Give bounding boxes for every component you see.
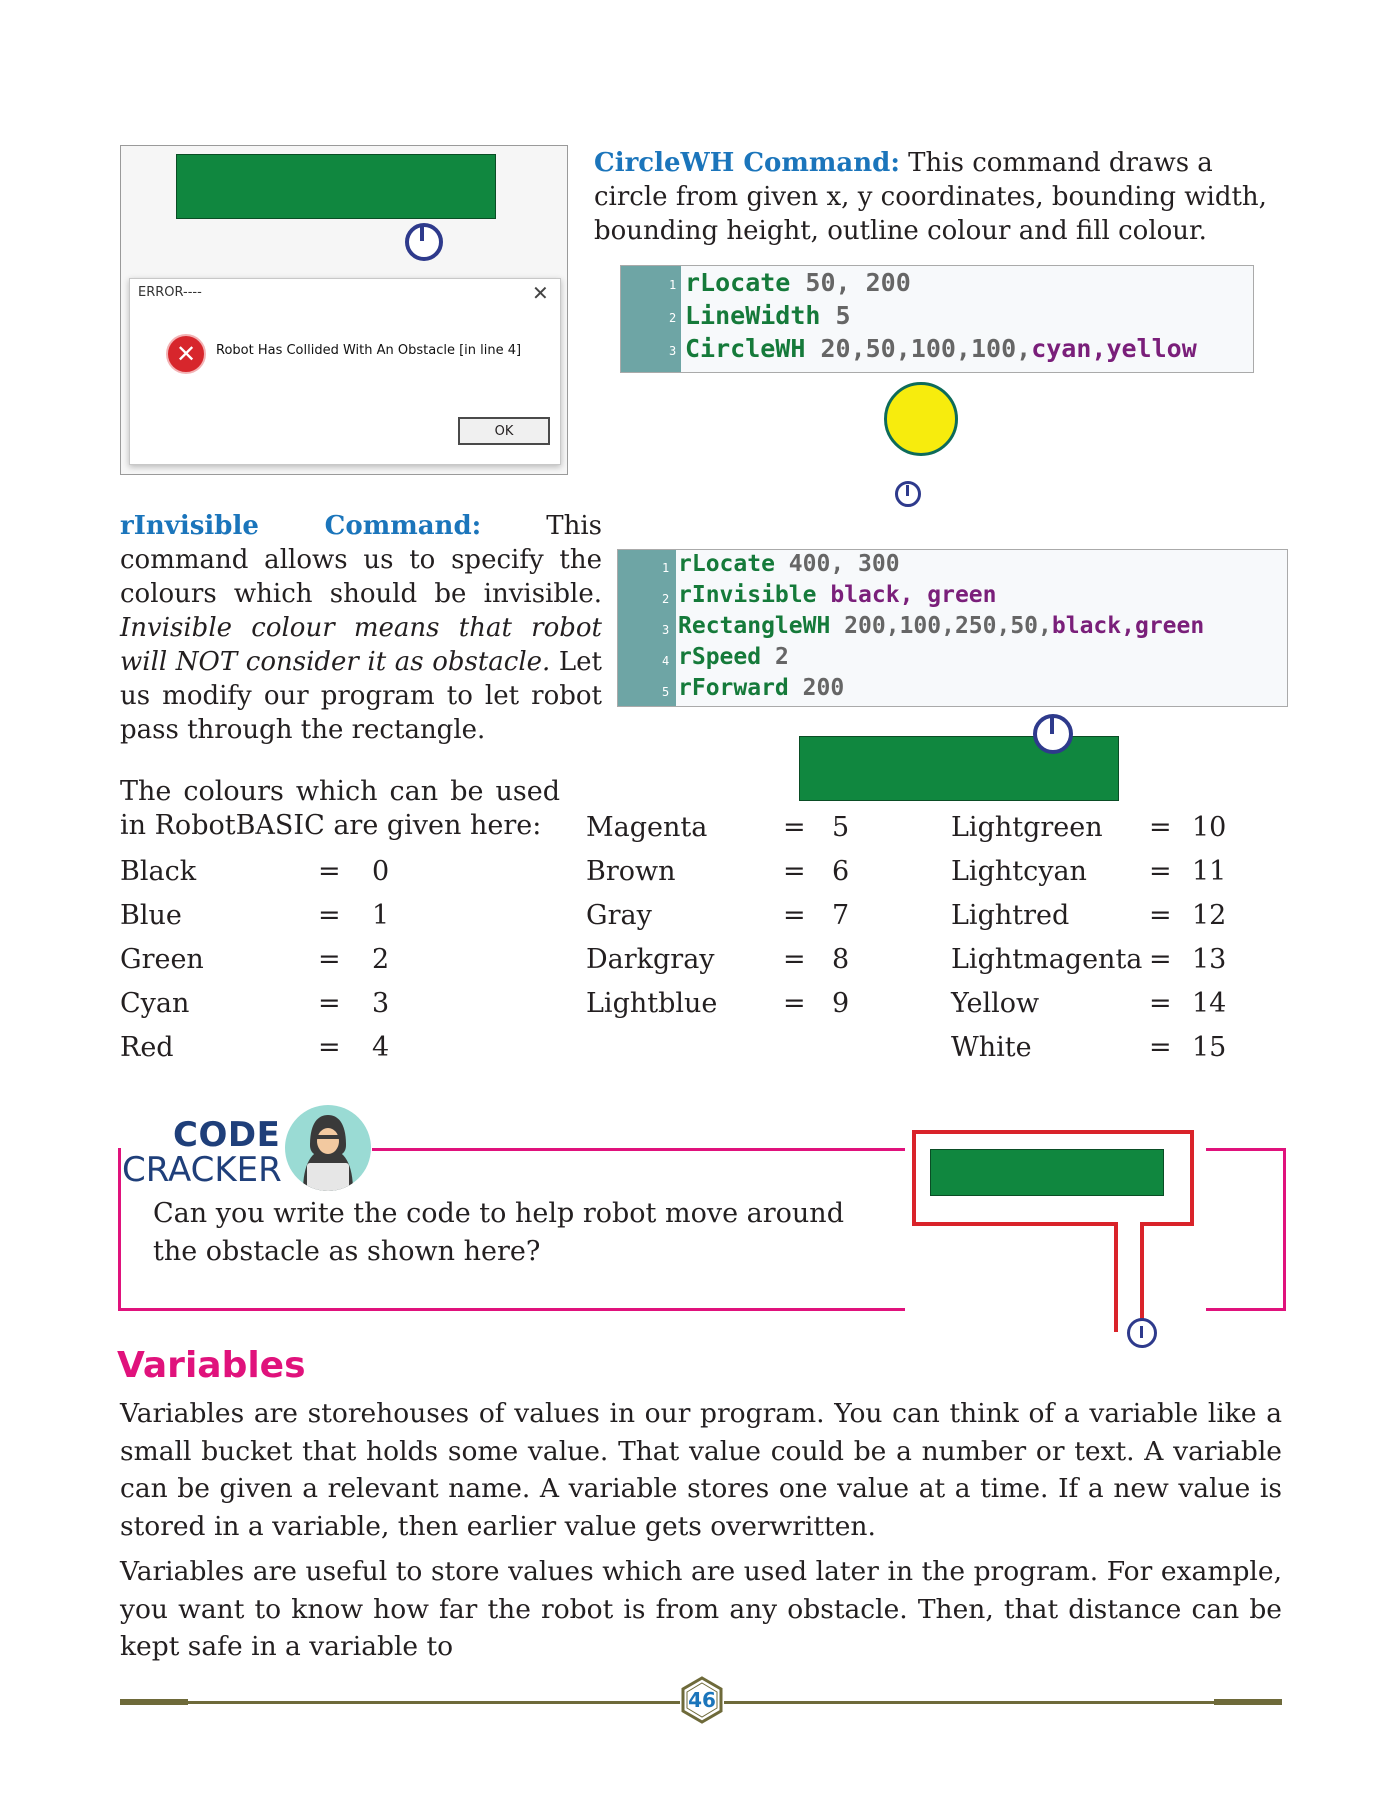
colour-name: Magenta — [586, 812, 708, 843]
equals-sign: = — [318, 900, 341, 931]
colour-name: Lightmagenta — [951, 944, 1143, 975]
equals-sign: = — [318, 944, 341, 975]
line-number: 2 — [662, 592, 670, 606]
equals-sign: = — [1149, 988, 1172, 1019]
code-token: rForward — [678, 675, 803, 701]
line-number: 1 — [662, 561, 670, 575]
path-line — [912, 1222, 1118, 1226]
footer-rule-left-end — [120, 1699, 188, 1705]
code-token: 20,50,100,100, — [820, 334, 1032, 363]
obstacle-rectangle — [930, 1149, 1164, 1196]
robot-icon — [405, 223, 443, 261]
line-number: 1 — [669, 278, 677, 292]
code-line — [678, 551, 900, 577]
code-line — [678, 613, 1204, 639]
box-border-top-right — [1206, 1148, 1286, 1151]
variables-heading: Variables — [117, 1345, 306, 1386]
footer-rule-left — [120, 1701, 680, 1704]
box-border-right — [1283, 1148, 1286, 1311]
equals-sign: = — [783, 988, 806, 1019]
colour-value: 2 — [372, 944, 390, 975]
variables-paragraph-2: Variables are useful to store values which are used later in the program. For example, you want to know how far the robot is from any obstacle. Then, that distance can be kept safe in a variable to — [120, 1556, 1282, 1662]
line-number: 2 — [669, 311, 677, 325]
equals-sign: = — [783, 900, 806, 931]
code-token: 5 — [835, 301, 851, 330]
close-icon[interactable]: ✕ — [532, 281, 549, 305]
page-number: 46 — [688, 1688, 716, 1712]
path-line — [912, 1130, 916, 1226]
dialog-message: Robot Has Collided With An Obstacle [in line 4] — [216, 343, 522, 358]
code-token: cyan,yellow — [1031, 334, 1197, 363]
colour-name: Gray — [586, 900, 652, 931]
equals-sign: = — [1149, 812, 1172, 843]
line-number: 3 — [669, 344, 677, 358]
code-token: CircleWH — [685, 334, 821, 363]
colour-name: Black — [120, 856, 197, 887]
colour-name: Yellow — [951, 988, 1040, 1019]
line-number: 3 — [662, 623, 670, 637]
code-line — [678, 582, 997, 608]
colour-value: 9 — [832, 988, 850, 1019]
colour-name: Brown — [586, 856, 676, 887]
equals-sign: = — [318, 1032, 341, 1063]
code-line — [678, 644, 789, 670]
variables-paragraph-1: Variables are storehouses of values in our program. You can think of a variable like a small bucket that holds some value. That value could be a number or text. A variable can be given a relevant name. A variable stores one value at a time. If a new value is stored in a variable, then earlier value gets overwritten. — [120, 1398, 1282, 1542]
line-number: 5 — [662, 685, 670, 699]
colour-name: Lightgreen — [951, 812, 1103, 843]
code-token: rSpeed — [678, 644, 775, 670]
colour-value: 4 — [372, 1032, 390, 1063]
equals-sign: = — [783, 856, 806, 887]
colour-name: Lightred — [951, 900, 1070, 931]
colours-intro: The colours which can be used in RobotBASIC are given here: — [120, 776, 560, 841]
equals-sign: = — [783, 944, 806, 975]
colour-value: 8 — [832, 944, 850, 975]
dialog-title: ERROR---- — [138, 285, 202, 300]
robot-icon — [895, 481, 921, 507]
code-box-rinvisible — [617, 549, 1288, 707]
colour-name: Lightcyan — [951, 856, 1087, 887]
colour-value: 0 — [372, 856, 390, 887]
colour-value: 5 — [832, 812, 850, 843]
box-border-bottom — [118, 1308, 905, 1311]
code-token: 400, 300 — [788, 551, 900, 577]
rinvisible-text: This command allows us to specify the colours which should be invisible. — [120, 511, 603, 609]
error-dialog — [129, 278, 561, 465]
rinvisible-heading: rInvisible Command: — [120, 511, 482, 541]
circlewh-paragraph — [594, 146, 1290, 248]
circlewh-text: This command draws a circle from given x, y coordinates, bounding width, bounding height, outline colour and fill colour. — [594, 148, 1267, 246]
code-line — [685, 268, 911, 297]
colour-value: 15 — [1192, 1032, 1227, 1063]
equals-sign: = — [1149, 1032, 1172, 1063]
rinvisible-italic: Invisible colour means that robot will NOT consider it as obstacle. — [120, 613, 602, 677]
colour-value: 3 — [372, 988, 390, 1019]
path-line — [912, 1130, 1194, 1134]
code-token: RectangleWH — [678, 613, 845, 639]
equals-sign: = — [1149, 944, 1172, 975]
robot-icon — [1033, 714, 1073, 754]
box-border-left — [118, 1148, 121, 1311]
rinvisible-paragraph — [120, 509, 602, 747]
code-token: 200 — [802, 675, 845, 701]
path-line — [1190, 1130, 1194, 1226]
code-cracker-title: CODE — [173, 1115, 281, 1155]
code-box-circlewh — [620, 265, 1254, 373]
code-token: 2 — [774, 644, 789, 670]
code-cracker-question: Can you write the code to help robot move around the obstacle as shown here? — [153, 1198, 844, 1267]
code-line — [678, 675, 844, 701]
hacker-icon — [285, 1105, 371, 1191]
colour-name: White — [951, 1032, 1032, 1063]
path-line — [1114, 1222, 1118, 1332]
line-number: 4 — [662, 654, 670, 668]
equals-sign: = — [1149, 856, 1172, 887]
code-token: 200,100,250,50, — [844, 613, 1052, 639]
code-token: 50, 200 — [805, 268, 911, 297]
colour-value: 10 — [1192, 812, 1227, 843]
colour-value: 11 — [1192, 856, 1227, 887]
code-token: LineWidth — [685, 301, 836, 330]
colour-name: Red — [120, 1032, 174, 1063]
code-token: rInvisible — [678, 582, 831, 608]
colour-value: 13 — [1192, 944, 1227, 975]
rinvisible-text-end: Let us modify our program to let robot pass through the rectangle. — [120, 647, 602, 745]
equals-sign: = — [318, 988, 341, 1019]
equals-sign: = — [783, 812, 806, 843]
colour-name: Green — [120, 944, 204, 975]
code-token: black,green — [1051, 613, 1205, 639]
colour-value: 6 — [832, 856, 850, 887]
code-cracker-subtitle: CRACKER — [122, 1150, 282, 1190]
colour-name: Darkgray — [586, 944, 715, 975]
colour-value: 7 — [832, 900, 850, 931]
yellow-circle — [884, 382, 958, 456]
colour-name: Lightblue — [586, 988, 718, 1019]
green-obstacle — [176, 154, 496, 219]
code-token: rLocate — [685, 268, 806, 297]
box-border-top — [372, 1148, 905, 1151]
colour-value: 14 — [1192, 988, 1227, 1019]
code-token: black, green — [830, 582, 997, 608]
code-line — [685, 334, 1197, 363]
code-token: rLocate — [678, 551, 789, 577]
green-rectangle — [799, 736, 1119, 801]
circlewh-heading: CircleWH Command: — [594, 148, 900, 178]
equals-sign: = — [318, 856, 341, 887]
colour-value: 1 — [372, 900, 390, 931]
footer-rule-right-end — [1214, 1699, 1282, 1705]
code-line — [685, 301, 851, 330]
path-line — [1140, 1222, 1144, 1322]
ok-button[interactable]: OK — [458, 417, 550, 445]
error-icon: ✕ — [166, 334, 206, 374]
colour-name: Blue — [120, 900, 182, 931]
robot-icon — [1127, 1318, 1157, 1348]
colour-name: Cyan — [120, 988, 190, 1019]
path-line — [1140, 1222, 1194, 1226]
colour-value: 12 — [1192, 900, 1227, 931]
footer-rule-right — [724, 1701, 1282, 1704]
error-screenshot — [120, 145, 568, 475]
box-border-bottom-right — [1206, 1308, 1286, 1311]
equals-sign: = — [1149, 900, 1172, 931]
